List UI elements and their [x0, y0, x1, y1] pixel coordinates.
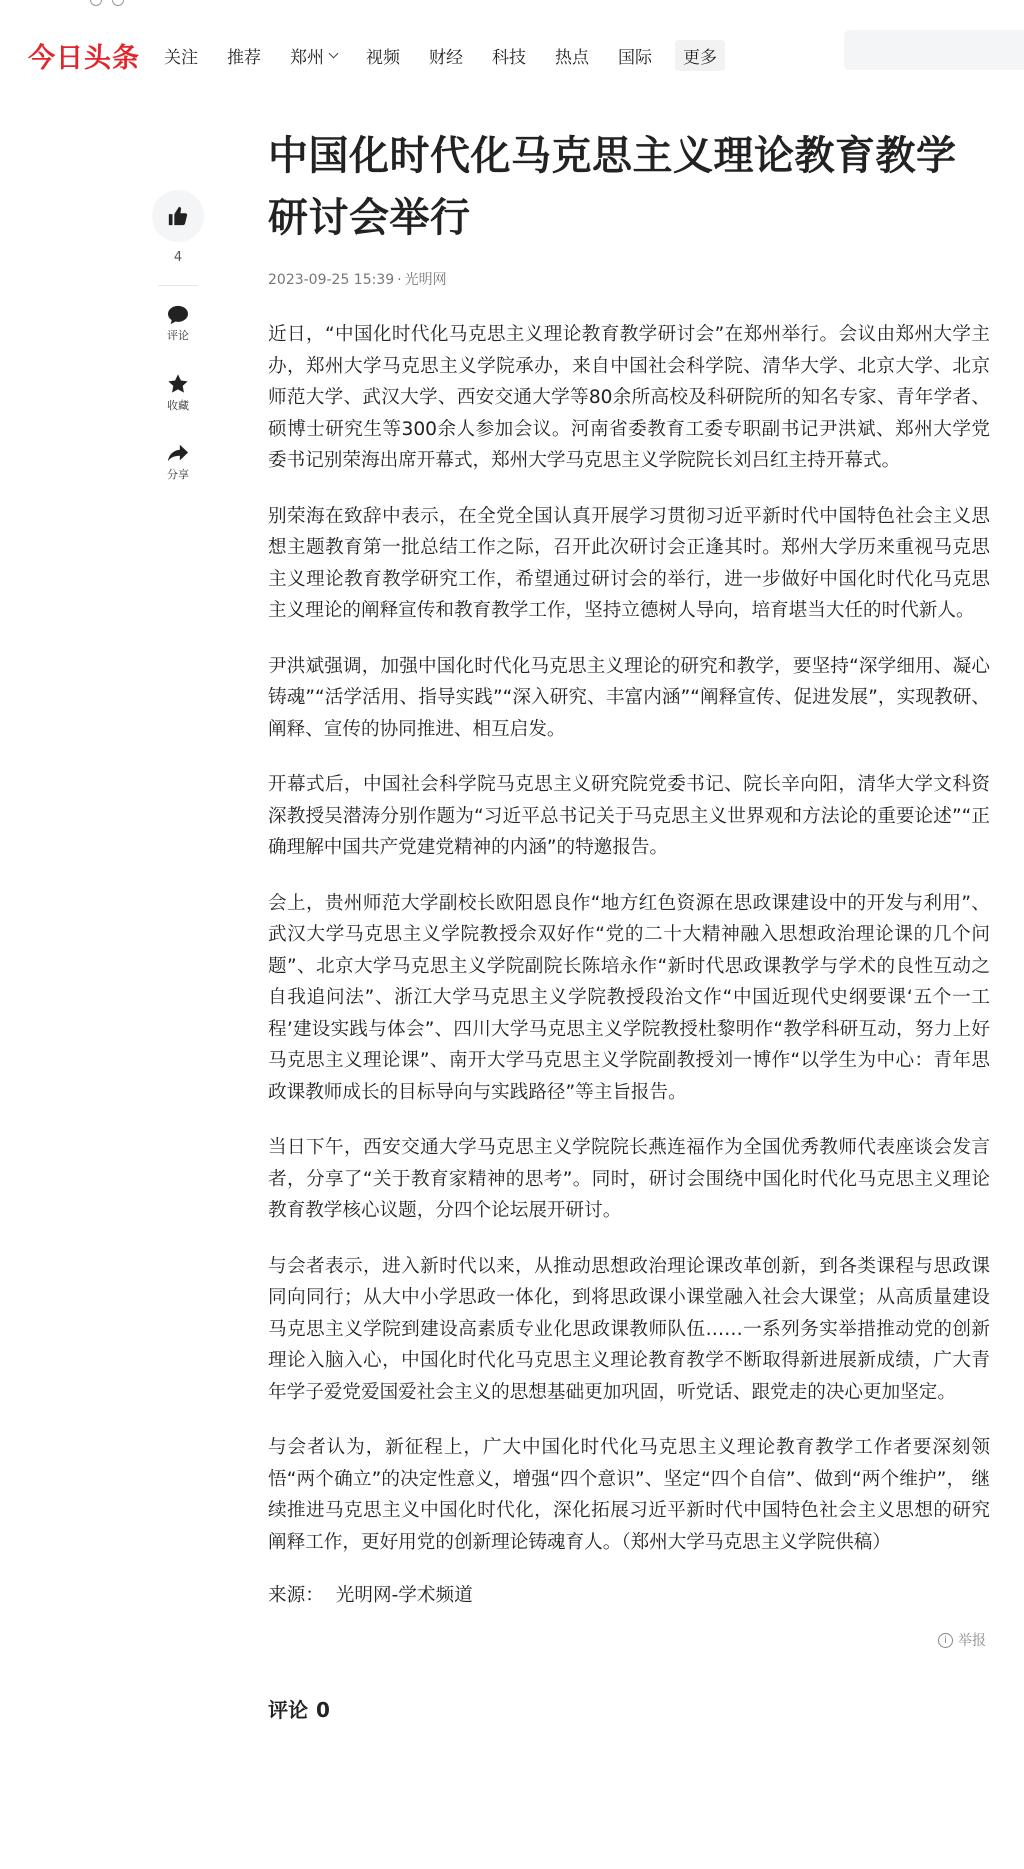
nav-item-follow[interactable]: 关注 — [164, 48, 198, 68]
article-paragraph: 会上，贵州师范大学副校长欧阳恩良作“地方红色资源在思政课建设中的开发与利用”、武汉大学马克思主义学院教授佘双好作“党的二十大精神融入思想政治理论课的几个问题”、北京大学马克思主义学院副院长陈培永作“新时代思政课教学与学术的良性互动之自我追问法”、浙江大学马克思主义学院教授段治文作“中国近现代史纲要课‘五个一工程’建设实践与体会”、四川大学马克思主义学院教授杜黎明作“教学科研互动，努力上好马克思主义理论课”、南开大学马克思主义学院副教授刘一博作“以学生为中心：青年思政课教师成长的目标导向与实践路径”等主旨报告。 — [268, 892, 990, 1103]
comments-label: 评论 — [268, 1698, 308, 1722]
article-paragraph: 与会者认为，新征程上，广大中国化时代化马克思主义理论教育教学工作者要深刻领悟“两个确立”的决定性意义，增强“四个意识”、坚定“四个自信”、做到“两个维护”， 继续推进马克思主义中国化时代化，深化拓展习近平新时代中国特色社会主义思想的研究阐释工作，更好用党的创新理论铸魂育人。（郑州大学马克思主义学院供稿） — [268, 1437, 990, 1553]
thumbs-up-icon — [167, 205, 189, 227]
window-control-fragment — [0, 0, 200, 8]
article-body — [268, 319, 990, 1612]
favorite-label: 收藏 — [167, 399, 189, 412]
article-paragraph: 开幕式后，中国社会科学院马克思主义研究院党委书记、院长辛向阳，清华大学文科资深教授吴潜涛分别作题为“习近平总书记关于马克思主义世界观和方法论的重要论述”“正确理解中国共产党建党精神的内涵”的特邀报告。 — [268, 774, 990, 858]
divider — [158, 285, 198, 286]
source-name: 光明网-学术频道 — [335, 1585, 473, 1606]
nav-item-finance[interactable]: 财经 — [429, 48, 463, 68]
nav-item-video[interactable]: 视频 — [366, 48, 400, 68]
nav-more-button[interactable]: 更多 — [675, 40, 725, 71]
chevron-down-icon — [329, 48, 339, 58]
comment-icon — [167, 305, 189, 325]
article-paragraph: 尹洪斌强调，加强中国化时代化马克思主义理论的研究和教学，要坚持“深学细用、凝心铸魂”“活学活用、指导实践”“深入研究、丰富内涵”“阐释宣传、促进发展”，实现教研、阐释、宣传的协同推进、相互启发。 — [268, 655, 990, 740]
report-button[interactable] — [938, 1630, 986, 1650]
report-label: 举报 — [958, 1633, 986, 1649]
source-label: 来源： — [268, 1585, 324, 1606]
star-icon — [167, 373, 189, 395]
circle-icon — [112, 0, 124, 6]
meta-separator: · — [397, 272, 402, 288]
share-button[interactable] — [150, 442, 206, 482]
article-source — [268, 1580, 990, 1612]
comments-count: 0 — [316, 1698, 330, 1722]
publisher-name[interactable]: 光明网 — [404, 272, 447, 288]
like-count: 4 — [173, 250, 183, 265]
article — [268, 125, 990, 1612]
nav-item-tech[interactable]: 科技 — [492, 48, 526, 68]
circle-icon — [90, 0, 102, 6]
publish-date: 2023-09-25 15:39 — [268, 272, 395, 288]
comment-button[interactable] — [150, 305, 206, 343]
like-button[interactable] — [152, 190, 204, 242]
comment-label: 评论 — [167, 329, 189, 342]
article-paragraph: 近日，“中国化时代化马克思主义理论教育教学研讨会”在郑州举行。会议由郑州大学主办，郑州大学马克思主义学院承办，来自中国社会科学院、清华大学、北京大学、北京师范大学、武汉大学、西安交通大学等80余所高校及科研院所的知名专家、青年学者、硕博士研究生等300余人参加会议。河南省委教育工委专职副书记尹洪斌、郑州大学党委书记别荣海出席开幕式，郑州大学马克思主义学院院长刘吕红主持开幕式。 — [268, 324, 990, 471]
article-paragraph: 与会者表示，进入新时代以来，从推动思想政治理论课改革创新，到各类课程与思政课同向同行；从大中小学思政一体化，到将思政课小课堂融入社会大课堂；从高质量建设马克思主义学院到建设高素质专业化思政课教师队伍……一系列务实举措推动党的创新理论入脑入心，中国化时代化马克思主义理论教育教学不断取得新进展新成绩，广大青年学子爱党爱国爱社会主义的思想基础更加巩固，听党话、跟党走的决心更加坚定。 — [268, 1255, 990, 1403]
share-label: 分享 — [167, 468, 189, 481]
info-icon: i — [938, 1633, 953, 1648]
article-paragraph: 当日下午，西安交通大学马克思主义学院院长燕连福作为全国优秀教师代表座谈会发言者，分享了“关于教育家精神的思考”。同时，研讨会围绕中国化时代化马克思主义理论教育教学核心议题，分四个论坛展开研讨。 — [268, 1137, 990, 1221]
share-arrow-icon — [167, 442, 189, 464]
nav-item-recommend[interactable]: 推荐 — [227, 48, 261, 68]
nav-item-international[interactable]: 国际 — [618, 48, 652, 68]
site-header — [0, 22, 1024, 78]
article-paragraph: 别荣海在致辞中表示，在全党全国认真开展学习贯彻习近平新时代中国特色社会主义思想主题教育第一批总结工作之际，召开此次研讨会正逢其时。郑州大学历来重视马克思主义理论教育教学研究工作，希望通过研讨会的举行，进一步做好中国化时代化马克思主义理论的阐释宣传和教育教学工作，坚持立德树人导向，培育堪当大任的时代新人。 — [268, 505, 990, 621]
nav-item-hot[interactable]: 热点 — [555, 48, 589, 68]
top-nav — [164, 40, 725, 71]
nav-item-city[interactable]: 郑州 — [290, 43, 337, 68]
comments-heading — [268, 1694, 330, 1723]
article-meta — [268, 269, 990, 289]
favorite-button[interactable] — [150, 373, 206, 413]
site-logo[interactable]: 今日头条 — [28, 43, 140, 74]
article-title: 中国化时代化马克思主义理论教育教学研讨会举行 — [268, 133, 957, 241]
search-input[interactable] — [844, 30, 1024, 70]
